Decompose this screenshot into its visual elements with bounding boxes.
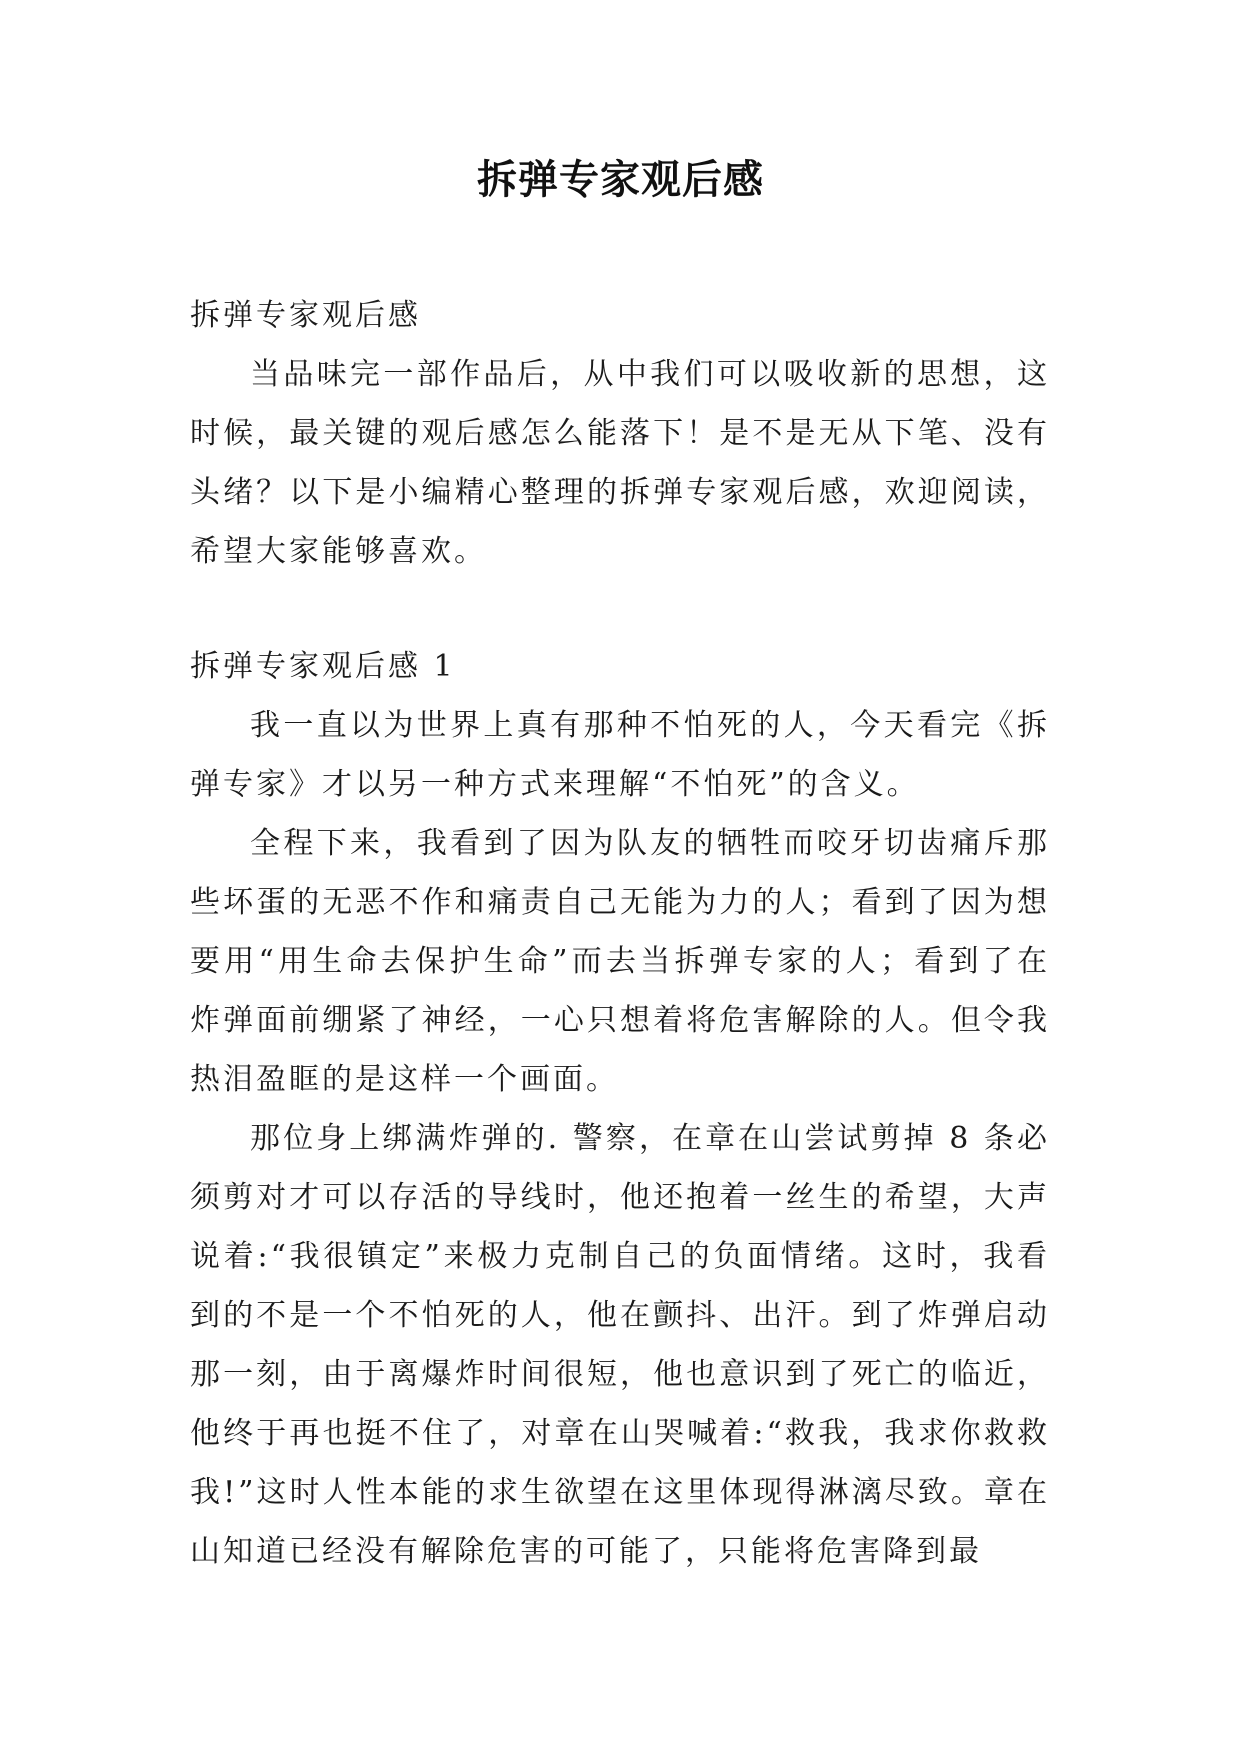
section-heading-intro: 拆弹专家观后感 <box>190 298 421 333</box>
intro-paragraph: 当品味完一部作品后，从中我们可以吸收新的思想，这时候，最关键的观后感怎么能落下！是不是无从下笔、没有头绪？以下是小编精心整理的拆弹专家观后感，欢迎阅读，希望大家能够喜欢。 <box>190 357 1050 569</box>
body-paragraph-3: 那位身上绑满炸弹的. 警察，在章在山尝试剪掉 8 条必须剪对才可以存活的导线时，他还抱着一丝生的希望，大声说着:“我很镇定”来极力克制自己的负面情绪。这时，我看到的不是一个不怕死的人，他在颤抖、出汗。到了炸弹启动那一刻，由于离爆炸时间很短，他也意识到了死亡的临近，他终于再也挺不住了，对章在山哭喊着:“救我，我求你救救我!”这时人性本能的求生欲望在这里体现得淋漓尽致。章在山知道已经没有解除危害的可能了，只能将危害降到最 <box>190 1121 1050 1569</box>
body-paragraph-2: 全程下来，我看到了因为队友的牺牲而咬牙切齿痛斥那些坏蛋的无恶不作和痛责自己无能为力的人；看到了因为想要用“用生命去保护生命”而去当拆弹专家的人；看到了在炸弹面前绷紧了神经，一心只想着将危害解除的人。但令我热泪盈眶的是这样一个画面。 <box>190 826 1050 1097</box>
body-paragraph-1: 我一直以为世界上真有那种不怕死的人，今天看完《拆弹专家》才以另一种方式来理解“不怕死”的含义。 <box>190 708 1050 802</box>
document-title: 拆弹专家观后感 <box>477 157 764 203</box>
section-heading-1: 拆弹专家观后感 1 <box>190 649 456 684</box>
section-spacer <box>190 581 1050 637</box>
document-body <box>190 286 1050 1581</box>
